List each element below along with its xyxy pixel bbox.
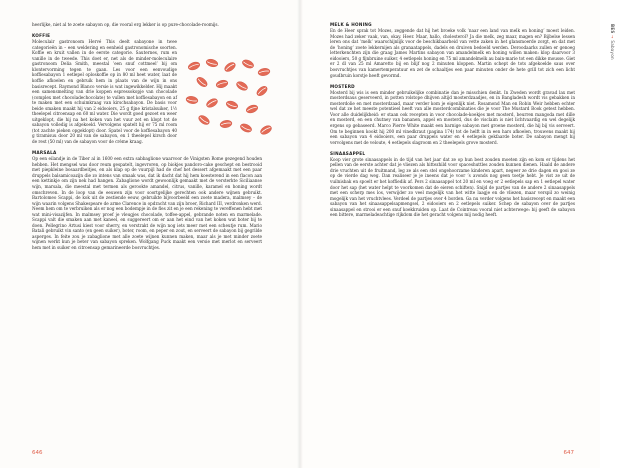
intro-paragraph: heerlijke, niet al te zoete sabayon op, die vooral erg lekker is op pure-chocolade-roomijs. <box>32 22 219 27</box>
marsala-heading: MARSALA <box>32 150 57 156</box>
coffee-bean-icon <box>195 75 209 88</box>
arrow-right-icon: → <box>610 35 615 39</box>
coffee-bean-icon <box>225 100 239 111</box>
coffee-bean-icon <box>219 119 232 128</box>
coffee-bean-icon <box>205 97 219 109</box>
coffee-bean-icon <box>239 122 253 134</box>
running-head <box>607 24 621 64</box>
coffee-bean-icon <box>205 58 218 68</box>
koffie-heading: KOFFIE <box>32 33 51 39</box>
coffee-bean-icon <box>245 104 259 115</box>
marsala-paragraph: Op een eilandje in de Tiber al in 1600 een extra sabbaglione waarvoor de Vinigsten Rome gezegend houden hebben. Het mengsel was door reum gespatelt, ingevroren, op biokjes pandoro-cake geschept en bestrooid met piepkleine bosaardbeitjes, en als klap op de vuurpijl had de chef het dessert afgemaakt met een paar druppels balsamicoazijn die zo intens van smaak was, dat ik dacht dat hij hem koesterend in een flacon aan een kettinkje om zijn nek had hangen. Zabaglione wordt gewoonlijk gemaakt met de versterkte Siciliaanse wijn, marsala, die meestal met termen als gerookte amandel, citrus, vanille, karamel en honing wordt omschreven. In de loop van de eeuwen zijn voor soortgelijke gerechten ook andere wijnen gebruikt. Bartolomeo Scappi, de kok uit de zestiende eeuw, gebruikte bijvoorbeeld een zoete madera, malmsey – de wijn waarin volgens Shakespeare de arme Clarence in opdracht van zijn broer, Richard III, verdronken werd. Neem hem om te verbruiken als er nog een bodempje in de fles zit en je een rekening te vereffenen hebt met wat mini-visazijfen. In malmsey proef je vleugjes chocolade, toffee-appel, gebrande noten en marmelade. Scappi valt die smaken aan met kaneel, en suggereert om er aan het eind van het koken wat boter bij te doen. Pellegrino Artusi kiest voor sherry, en verstrakt de wijn nog iets meer met een scheutje rum. Mario Batali gebruikt vin santo (en geen suiker), boter, room, en peper en zout, en serveert de sabayon bij gegrilde asperges. In feite zou je zabaglione met alle zoete wijnen kunnen maken, maar als je met minder zoete wijnen werkt kun je beter van sabayon spreken. Wolfgang Puck maakt een versie met merlot en serveert hem met in suiker en citroensap gemarineerde bosvruchtjes. <box>32 156 262 250</box>
coffee-bean-icon <box>255 84 269 97</box>
book-gutter <box>297 0 303 468</box>
coffee-bean-icon <box>241 58 255 70</box>
coffee-bean-icon <box>187 61 201 72</box>
coffee-bean-icon <box>197 114 211 127</box>
coffee-beans-illustration <box>180 58 275 143</box>
melk-honing-paragraph: En de Heer sprak tot Mozes, zeggende dat hij het broeke volk ‘naar een land van melk en honing’ moest leiden. Mozes had zeker vaak, van, okay. Heer. Maar, hallo, cholesterol? Ja die melk, zeg maar, magen en? Bijbelse lessen leren ons dat ‘melk’ waarschijnlijk voor de beschikbaarheid van vette zaken in het glansmoerde zorgt, en dat met de ‘honing’ zoete lekkernijen als granaatappels, dadels en druiven bedoeld werden. Deroodaarks zullen er genoeg letterkenchten zijn die graag James Martins sabayon van amandelmelk en honing willen maken: klop daarvoor 3 eidooiers, 50 g fijnbruine suiker, 4 eetlepels honing en 75 ml amandelmelk au bain-marie tot een dikke mousse. Giet er 2 dl van 25 ml Amaretto bij en blijf nog 2 minuten kloppen. Martin schept de tots afgekoelde saus over bosvruchtjes van kamertemperatuur en zet de schaaltjes een paar minuten onder de hete grill tot zich een licht goudbruin korstje heeft gevormd. <box>330 28 575 78</box>
mosterd-heading: MOSTERD <box>330 83 355 89</box>
right-page-text <box>330 22 575 218</box>
page-number-right: 647 <box>563 450 574 456</box>
coffee-bean-icon <box>223 61 237 74</box>
koffie-paragraph: Moleculair gastronoom Hervé This deelt sabayone in twee categorieën in – een weldering en eenheid gastronomische soorten. Koffie en kruit vallen in de eerste categorie. Sauternes, rum en vanille in de tweede. This doet er, net als de minder-moleculaire gastronoom Delia Smith, meestal ‘een snuf cottmeel’ bij om klontervorming tegen te gaan. Les voor een eenvoudige koffiesabayon 1 eetlepel oploskoffie op in 80 ml heet water, laat de koffie afkoelen en gebruik hem in plaats van de wijn in ons basisrecept. Raymond Blanco versie is wat ingewikkelder. Hij maakt een samensmelting van drie koppen espressokopje van chocolade (complex met chocoladechocolate) te vullen met koffiesabayon en af te maken met een schuimkraag van kirschsabayon. De basis voor beide smaken maakt hij van 2 eidooiers, 25 g fijne kristalsuiker, 1½ theelepel citroensap en 60 ml water. Die wordt goed gezoet en weer uitgeklopt, die hij na het koken van het vuur zet en klopt tot de sabayon volledig is afgekoeld. Vervolgens spatelt hij er 75 ml room (tot zachte pieken opgeklopt) door. Spatel voor de koffiesabayon 40 g tiramisuu door 20 ml van de sabayon, en 1 theelepel kirsch door de rest (50 ml) van de sabayon voor de crème kraag. <box>32 39 177 145</box>
melk-honing-heading: MELK & HONING <box>330 22 372 27</box>
coffee-bean-icon <box>235 80 249 92</box>
running-head-topic: Sabayon <box>610 40 615 60</box>
coffee-bean-icon <box>257 67 270 76</box>
coffee-bean-icon <box>215 79 228 89</box>
mosterd-paragraph: Mosterd bij wis is een minder gebruikelijke combinatie dan je misschien denkt. In Zweden wordt gravad lax met mosterdsaus geserveerd, in potten rolstope dhijven altijd mosterdzaadjes, en in Bangladesh wordt vis gebakken in mosterdolie en met mosterdzaad, maar verder kom je eigenlijk niet. Rosamond Man en Robin Weir hebben echter wel dat ze het meeste potentieel heeft van alle mosterdcombinaties die je voor The Mustard Book getest hebben. Voor alle duidelijkheid: er staan ook recepten in voor chocolade-koekjes met mosterd, beurren mangoda met dille en mosterd, en een chutney van bananen, appel en mosterd, dus de visclaim is niet lichtvaardig en wel degelijk ergens op gebaseerd. Marco Pierre White maakt een barnige sabayon met groene mosterd, die hij bij vis serveert. Om te beginnen kookt hij 200 ml vinedkraut (pagina 174) tot de helft in in een hars afkoelen, trouwens maakt hij een sabayon van 4 eidooiers, een paar druppels water en 4 eetlepels gekfaarde boter. De sabayon mengt hij vervolgens met de veloute, 4 eetlepels slagroom en 2 theelepels grove mosterd. <box>330 89 575 145</box>
running-head-chapter: BES <box>610 24 615 34</box>
coffee-bean-icon <box>259 124 273 136</box>
left-page <box>0 0 300 468</box>
sinaasappel-paragraph: Koop vier grote sinaasappels in de tijd van het jaar dat ze op hun best zouden moeten zijn en kom er tijdens het pellen van de eerste achter dat je vliezen als hittezhild voor spaceshuttles zouden kunnen dienen. Haald de andere drie vruchten uit de fruitmand, leg ze als een stel ongehoorzame kinderen apart, negeer ze drie dagen en gooi ze op de vierde dag weg. Dan realiseer je je ineens dat je voor ’s avonds nog geen toetje hebt. Je vist ze uit de vuilnisbak en spoelt er het koffiedik af. Pers 2 sinaasappel tot 20 ml en voeg er 2 eetlepels sap en 1 eetlepel water door het sap (het water helpt te voorkomen dat de eieren schiften). Snijd de partjes van de andere 2 sinaasappels met een scherp mes los, verwijder zo veel mogelijk van het witte laagje en de vliezen, maar verspil zo weinig mogelijk van het vruchtvlees. Verdeel de partjes over 4 borden. Ga nu verder volgens het basisrecept en maakt een sabayon van het sinaasappelsapmengsel, 2 eidooiers en 2 eetlepels suiker. Schep de sabayon over de partjes sinaasappel en strooi er een snuf koekkruiden op. Laat de Cointreau vooral niet achterwege: bij geeft de sabayon een bittere, marmeladeachtige rijkdom die het geracht volgens mij nodig heeft. <box>330 156 575 218</box>
coffee-bean-icon <box>185 95 198 104</box>
sinaasappel-heading: SINAASAPPEL <box>330 150 366 156</box>
page-number-left: 646 <box>32 450 43 456</box>
